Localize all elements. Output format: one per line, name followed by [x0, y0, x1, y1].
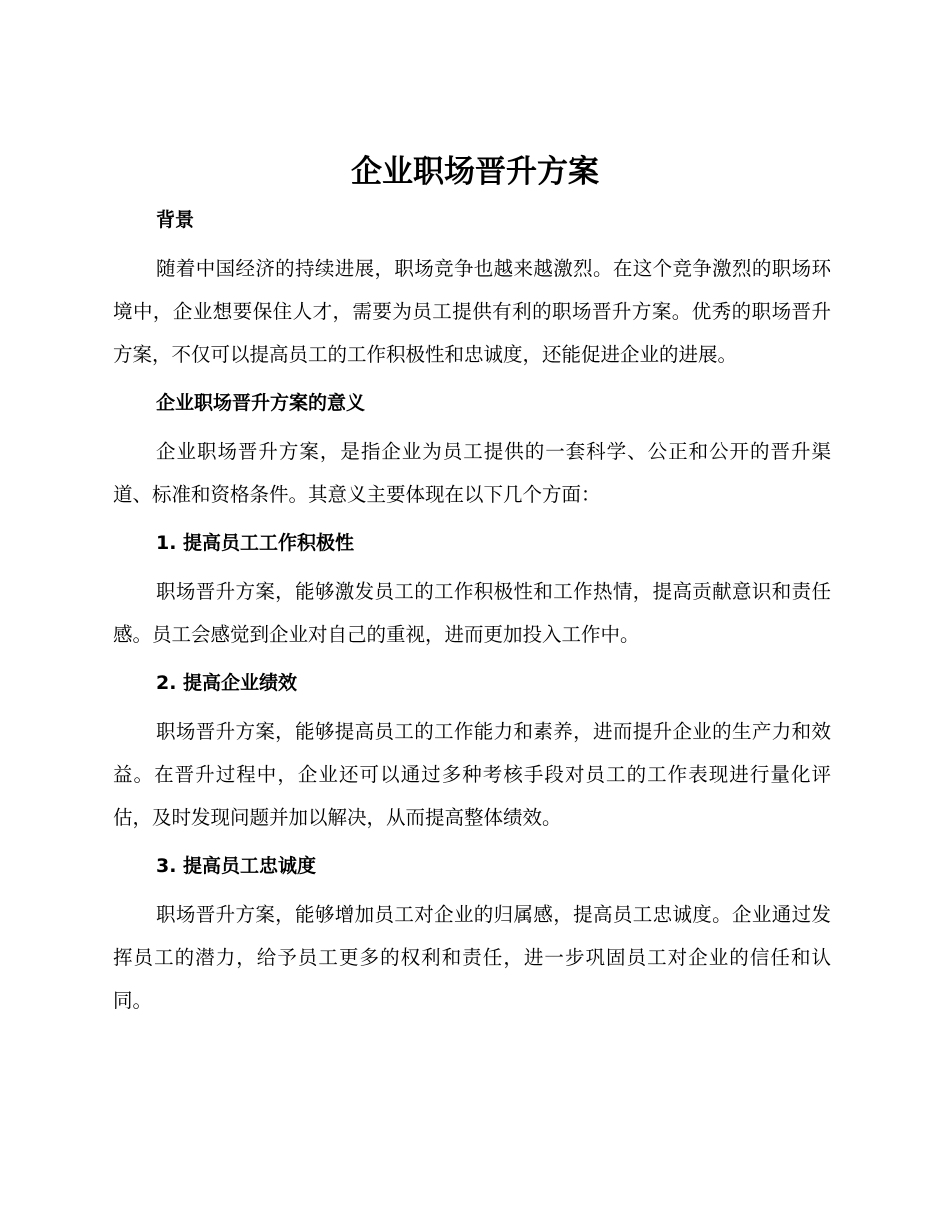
section-heading-background: 背景 [156, 209, 195, 231]
document-body [113, 202, 831, 1022]
paragraph-loyalty: 职场晋升方案，能够增加员工对企业的归属感，提高员工忠诚度。企业通过发挥员工的潜力，给予员工更多的权利和责任，进一步巩固员工对企业的信任和认同。 [113, 903, 831, 1012]
section-heading-enthusiasm: 1. 提高员工工作积极性 [156, 532, 355, 554]
document-title: 企业职场晋升方案 [351, 154, 599, 190]
paragraph-performance: 职场晋升方案，能够提高员工的工作能力和素养，进而提升企业的生产力和效益。在晋升过程中，企业还可以通过多种考核手段对员工的工作表现进行量化评估，及时发现问题并加以解决，从而提高整体绩效。 [113, 720, 831, 829]
section-heading-performance: 2. 提高企业绩效 [156, 672, 298, 694]
section-heading-loyalty: 3. 提高员工忠诚度 [156, 855, 317, 877]
paragraph-enthusiasm: 职场晋升方案，能够激发员工的工作积极性和工作热情，提高贡献意识和责任感。员工会感觉到企业对自己的重视，进而更加投入工作中。 [113, 580, 831, 646]
paragraph-significance: 企业职场晋升方案，是指企业为员工提供的一套科学、公正和公开的晋升渠道、标准和资格条件。其意义主要体现在以下几个方面： [113, 440, 831, 506]
paragraph-background: 随着中国经济的持续进展，职场竞争也越来越激烈。在这个竞争激烈的职场环境中，企业想要保住人才，需要为员工提供有利的职场晋升方案。优秀的职场晋升方案，不仅可以提高员工的工作积极性和忠诚度，还能促进企业的进展。 [113, 257, 831, 366]
section-heading-significance: 企业职场晋升方案的意义 [156, 392, 366, 414]
